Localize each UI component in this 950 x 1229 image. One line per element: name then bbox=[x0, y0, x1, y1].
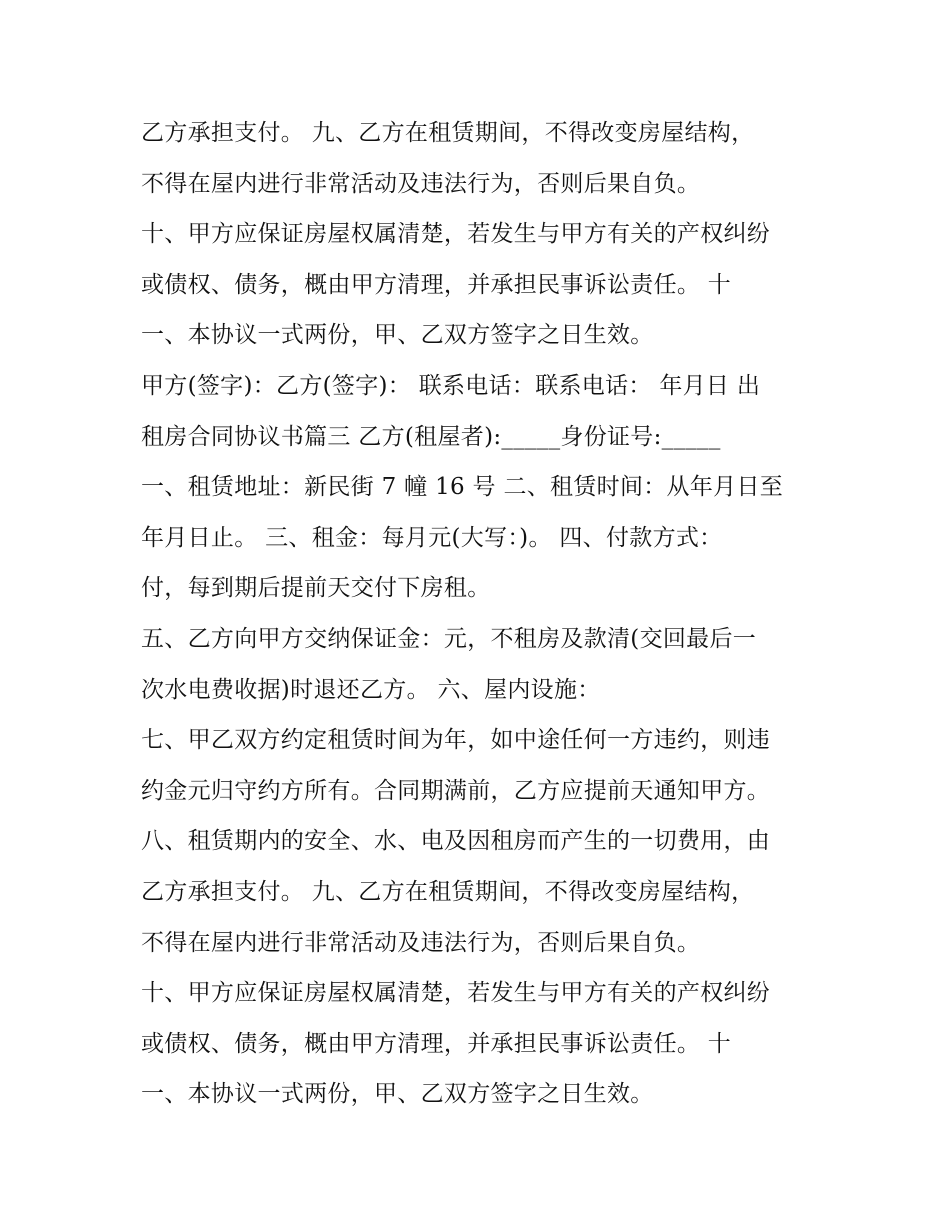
text-line: 约金元归守约方所有。合同期满前，乙方应提前天通知甲方。 bbox=[141, 777, 771, 804]
text-line: 乙方承担支付。 九、乙方在租赁期间，不得改变房屋结构， bbox=[141, 878, 755, 905]
text-line: 年月日止。 三、租金：每月元(大写：)。 四、付款方式： bbox=[141, 524, 723, 551]
text-line: 或债权、债务，概由甲方清理，并承担民事诉讼责任。 十 bbox=[141, 271, 732, 298]
text-line: 付，每到期后提前天交付下房租。 bbox=[141, 575, 491, 602]
text-line: 五、乙方向甲方交纳保证金：元，不租房及款清(交回最后一 bbox=[141, 625, 757, 652]
text-line: 乙方承担支付。 九、乙方在租赁期间，不得改变房屋结构， bbox=[141, 120, 755, 146]
text-line: 或债权、债务，概由甲方清理，并承担民事诉讼责任。 十 bbox=[141, 1030, 732, 1057]
text-line: 八、租赁期内的安全、水、电及因租房而产生的一切费用，由 bbox=[141, 828, 771, 855]
text-line: 不得在屋内进行非常活动及违法行为，否则后果自负。 bbox=[141, 929, 701, 956]
text-line: 一、本协议一式两份，甲、乙双方签字之日生效。 bbox=[141, 322, 654, 349]
text-line: 租房合同协议书篇三 乙方(租屋者):_____身份证号:_____ bbox=[141, 423, 721, 450]
text-line: 甲方(签字)：乙方(签字)： 联系电话：联系电话： 年月日 出 bbox=[141, 372, 761, 399]
text-line: 一、租赁地址：新民街 7 幢 16 号 二、租赁时间：从年月日至 bbox=[141, 474, 784, 501]
text-line: 十、甲方应保证房屋权属清楚，若发生与甲方有关的产权纠纷 bbox=[141, 221, 771, 248]
text-line: 一、本协议一式两份，甲、乙双方签字之日生效。 bbox=[141, 1081, 654, 1108]
document-body bbox=[141, 108, 841, 1120]
text-line: 不得在屋内进行非常活动及违法行为，否则后果自负。 bbox=[141, 170, 701, 197]
text-line: 十、甲方应保证房屋权属清楚，若发生与甲方有关的产权纠纷 bbox=[141, 980, 771, 1007]
text-line: 七、甲乙双方约定租赁时间为年，如中途任何一方违约，则违 bbox=[141, 727, 771, 754]
text-line: 次水电费收据)时退还乙方。 六、屋内设施： bbox=[141, 676, 601, 703]
